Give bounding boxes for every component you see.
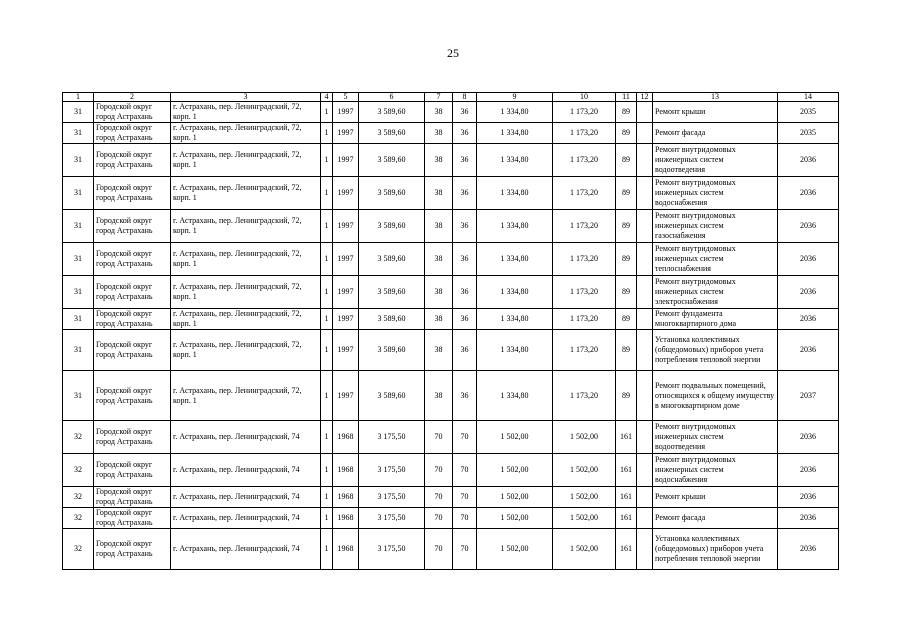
cell-area: 3 589,60: [359, 276, 425, 309]
cell-planned-year: 2035: [778, 123, 839, 144]
cell-area: 3 175,50: [359, 454, 425, 487]
cell-col-10: 1 173,20: [553, 144, 616, 177]
cell-col-11: 161: [616, 487, 637, 508]
cell-planned-year: 2036: [778, 529, 839, 570]
header-cell: 14: [778, 93, 839, 102]
cell-col-10: 1 173,20: [553, 123, 616, 144]
cell-col-12: [637, 123, 653, 144]
cell-planned-year: 2036: [778, 276, 839, 309]
cell-col-7: 38: [425, 102, 453, 123]
cell-address: г. Астрахань, пер. Ленинградский, 74: [171, 529, 321, 570]
cell-col-4: 1: [321, 421, 333, 454]
table-row: [63, 454, 839, 487]
cell-col-4: 1: [321, 123, 333, 144]
cell-col-8: 70: [453, 529, 477, 570]
cell-municipality: Городской округ город Астрахань: [94, 102, 171, 123]
cell-col-9: 1 334,80: [477, 123, 553, 144]
cell-col-9: 1 334,80: [477, 177, 553, 210]
cell-area: 3 175,50: [359, 487, 425, 508]
cell-col-8: 36: [453, 243, 477, 276]
cell-col-12: [637, 102, 653, 123]
cell-col-11: 161: [616, 454, 637, 487]
cell-col-12: [637, 454, 653, 487]
cell-address: г. Астрахань, пер. Ленинградский, 72, корп. 1: [171, 210, 321, 243]
cell-planned-year: 2036: [778, 309, 839, 330]
cell-municipality: Городской округ город Астрахань: [94, 330, 171, 371]
cell-area: 3 589,60: [359, 144, 425, 177]
cell-planned-year: 2037: [778, 371, 839, 421]
cell-item-number: 31: [63, 330, 94, 371]
cell-area: 3 589,60: [359, 210, 425, 243]
cell-address: г. Астрахань, пер. Ленинградский, 72, корп. 1: [171, 371, 321, 421]
cell-col-4: 1: [321, 371, 333, 421]
cell-address: г. Астрахань, пер. Ленинградский, 72, корп. 1: [171, 102, 321, 123]
cell-col-9: 1 502,00: [477, 487, 553, 508]
cell-col-7: 70: [425, 421, 453, 454]
cell-work-type: Ремонт подвальных помещений, относящихся к общему имуществу в многоквартирном доме: [653, 371, 778, 421]
table-row: [63, 330, 839, 371]
cell-col-12: [637, 529, 653, 570]
cell-area: 3 589,60: [359, 243, 425, 276]
cell-col-8: 70: [453, 508, 477, 529]
cell-item-number: 32: [63, 421, 94, 454]
cell-col-4: 1: [321, 454, 333, 487]
header-cell: 2: [94, 93, 171, 102]
cell-item-number: 31: [63, 276, 94, 309]
cell-year: 1997: [333, 309, 359, 330]
cell-item-number: 32: [63, 529, 94, 570]
cell-item-number: 31: [63, 177, 94, 210]
cell-col-11: 89: [616, 330, 637, 371]
cell-col-9: 1 502,00: [477, 454, 553, 487]
table-row: [63, 309, 839, 330]
cell-work-type: Ремонт внутридомовых инженерных систем водоснабжения: [653, 454, 778, 487]
cell-col-12: [637, 177, 653, 210]
cell-address: г. Астрахань, пер. Ленинградский, 72, корп. 1: [171, 177, 321, 210]
header-cell: 5: [333, 93, 359, 102]
cell-col-12: [637, 210, 653, 243]
cell-municipality: Городской округ город Астрахань: [94, 144, 171, 177]
cell-col-8: 36: [453, 309, 477, 330]
cell-col-4: 1: [321, 276, 333, 309]
cell-col-8: 36: [453, 123, 477, 144]
cell-planned-year: 2036: [778, 330, 839, 371]
table-row: [63, 243, 839, 276]
cell-col-11: 89: [616, 276, 637, 309]
cell-address: г. Астрахань, пер. Ленинградский, 72, корп. 1: [171, 144, 321, 177]
header-cell: 6: [359, 93, 425, 102]
cell-year: 1968: [333, 529, 359, 570]
cell-col-11: 89: [616, 210, 637, 243]
cell-area: 3 175,50: [359, 421, 425, 454]
cell-planned-year: 2036: [778, 177, 839, 210]
cell-item-number: 32: [63, 487, 94, 508]
cell-address: г. Астрахань, пер. Ленинградский, 72, корп. 1: [171, 330, 321, 371]
cell-municipality: Городской округ город Астрахань: [94, 508, 171, 529]
cell-col-4: 1: [321, 144, 333, 177]
cell-work-type: Ремонт внутридомовых инженерных систем газоснабжения: [653, 210, 778, 243]
cell-item-number: 31: [63, 144, 94, 177]
cell-col-9: 1 334,80: [477, 276, 553, 309]
cell-col-7: 38: [425, 144, 453, 177]
table-row: [63, 508, 839, 529]
cell-item-number: 31: [63, 102, 94, 123]
cell-col-10: 1 173,20: [553, 177, 616, 210]
cell-col-4: 1: [321, 309, 333, 330]
cell-work-type: Ремонт внутридомовых инженерных систем теплоснабжения: [653, 243, 778, 276]
cell-col-12: [637, 276, 653, 309]
cell-col-12: [637, 330, 653, 371]
cell-col-9: 1 502,00: [477, 508, 553, 529]
cell-planned-year: 2036: [778, 454, 839, 487]
cell-col-7: 38: [425, 330, 453, 371]
cell-col-7: 70: [425, 487, 453, 508]
table-row: [63, 421, 839, 454]
cell-col-10: 1 173,20: [553, 330, 616, 371]
cell-col-8: 70: [453, 454, 477, 487]
cell-planned-year: 2036: [778, 144, 839, 177]
cell-area: 3 589,60: [359, 330, 425, 371]
cell-col-8: 36: [453, 102, 477, 123]
cell-work-type: Ремонт крыши: [653, 487, 778, 508]
cell-year: 1968: [333, 454, 359, 487]
cell-year: 1997: [333, 144, 359, 177]
cell-col-8: 36: [453, 144, 477, 177]
cell-work-type: Ремонт внутридомовых инженерных систем электроснабжения: [653, 276, 778, 309]
header-row: [63, 93, 839, 102]
cell-col-10: 1 502,00: [553, 529, 616, 570]
cell-planned-year: 2036: [778, 487, 839, 508]
header-cell: 11: [616, 93, 637, 102]
cell-municipality: Городской округ город Астрахань: [94, 454, 171, 487]
cell-col-7: 38: [425, 123, 453, 144]
cell-col-12: [637, 309, 653, 330]
table-row: [63, 144, 839, 177]
cell-year: 1997: [333, 123, 359, 144]
table-row: [63, 276, 839, 309]
cell-col-8: 36: [453, 371, 477, 421]
table-row: [63, 123, 839, 144]
cell-work-type: Ремонт фасада: [653, 508, 778, 529]
cell-year: 1997: [333, 330, 359, 371]
cell-col-9: 1 334,80: [477, 144, 553, 177]
cell-col-12: [637, 487, 653, 508]
page-number: 25: [447, 46, 459, 60]
cell-area: 3 589,60: [359, 309, 425, 330]
cell-col-11: 89: [616, 123, 637, 144]
cell-col-7: 38: [425, 371, 453, 421]
cell-address: г. Астрахань, пер. Ленинградский, 72, корп. 1: [171, 309, 321, 330]
cell-address: г. Астрахань, пер. Ленинградский, 74: [171, 487, 321, 508]
cell-col-12: [637, 243, 653, 276]
header-cell: 8: [453, 93, 477, 102]
cell-municipality: Городской округ город Астрахань: [94, 529, 171, 570]
cell-address: г. Астрахань, пер. Ленинградский, 74: [171, 454, 321, 487]
cell-col-12: [637, 371, 653, 421]
cell-col-10: 1 502,00: [553, 421, 616, 454]
header-cell: 3: [171, 93, 321, 102]
cell-col-7: 70: [425, 529, 453, 570]
cell-col-8: 36: [453, 210, 477, 243]
cell-year: 1997: [333, 371, 359, 421]
cell-area: 3 589,60: [359, 102, 425, 123]
table-row: [63, 177, 839, 210]
cell-work-type: Ремонт фундамента многоквартирного дома: [653, 309, 778, 330]
header-cell: 9: [477, 93, 553, 102]
cell-municipality: Городской округ город Астрахань: [94, 210, 171, 243]
cell-year: 1968: [333, 487, 359, 508]
cell-col-8: 36: [453, 276, 477, 309]
cell-col-7: 38: [425, 276, 453, 309]
cell-municipality: Городской округ город Астрахань: [94, 371, 171, 421]
cell-col-9: 1 334,80: [477, 371, 553, 421]
cell-work-type: Ремонт фасада: [653, 123, 778, 144]
cell-planned-year: 2035: [778, 102, 839, 123]
repair-schedule-table: [62, 92, 839, 570]
cell-municipality: Городской округ город Астрахань: [94, 309, 171, 330]
cell-area: 3 589,60: [359, 123, 425, 144]
cell-address: г. Астрахань, пер. Ленинградский, 72, корп. 1: [171, 276, 321, 309]
cell-col-10: 1 173,20: [553, 210, 616, 243]
cell-col-10: 1 173,20: [553, 243, 616, 276]
cell-col-10: 1 173,20: [553, 276, 616, 309]
cell-work-type: Ремонт внутридомовых инженерных систем водоснабжения: [653, 177, 778, 210]
cell-municipality: Городской округ город Астрахань: [94, 177, 171, 210]
cell-municipality: Городской округ город Астрахань: [94, 243, 171, 276]
cell-work-type: Установка коллективных (общедомовых) приборов учета потребления тепловой энергии: [653, 529, 778, 570]
cell-item-number: 31: [63, 371, 94, 421]
cell-col-11: 161: [616, 421, 637, 454]
cell-col-11: 89: [616, 102, 637, 123]
cell-year: 1997: [333, 102, 359, 123]
header-cell: 7: [425, 93, 453, 102]
cell-area: 3 175,50: [359, 508, 425, 529]
cell-col-9: 1 334,80: [477, 210, 553, 243]
cell-work-type: Ремонт крыши: [653, 102, 778, 123]
cell-area: 3 175,50: [359, 529, 425, 570]
cell-address: г. Астрахань, пер. Ленинградский, 72, корп. 1: [171, 123, 321, 144]
header-cell: 1: [63, 93, 94, 102]
cell-work-type: Установка коллективных (общедомовых) приборов учета потребления тепловой энергии: [653, 330, 778, 371]
cell-work-type: Ремонт внутридомовых инженерных систем водоотведения: [653, 144, 778, 177]
table-row: [63, 487, 839, 508]
cell-item-number: 31: [63, 309, 94, 330]
cell-col-11: 89: [616, 177, 637, 210]
cell-col-10: 1 502,00: [553, 454, 616, 487]
cell-col-11: 89: [616, 309, 637, 330]
cell-col-9: 1 334,80: [477, 309, 553, 330]
cell-item-number: 31: [63, 243, 94, 276]
header-cell: 4: [321, 93, 333, 102]
cell-area: 3 589,60: [359, 177, 425, 210]
cell-area: 3 589,60: [359, 371, 425, 421]
cell-col-12: [637, 144, 653, 177]
cell-address: г. Астрахань, пер. Ленинградский, 74: [171, 508, 321, 529]
cell-col-4: 1: [321, 508, 333, 529]
cell-col-8: 36: [453, 177, 477, 210]
cell-col-11: 89: [616, 144, 637, 177]
cell-col-4: 1: [321, 102, 333, 123]
cell-col-11: 89: [616, 371, 637, 421]
cell-col-9: 1 334,80: [477, 102, 553, 123]
cell-col-12: [637, 508, 653, 529]
cell-col-9: 1 334,80: [477, 243, 553, 276]
cell-col-9: 1 502,00: [477, 421, 553, 454]
cell-col-4: 1: [321, 210, 333, 243]
cell-col-7: 38: [425, 177, 453, 210]
cell-col-9: 1 502,00: [477, 529, 553, 570]
cell-work-type: Ремонт внутридомовых инженерных систем водоотведения: [653, 421, 778, 454]
cell-col-11: 161: [616, 529, 637, 570]
cell-item-number: 31: [63, 123, 94, 144]
cell-col-11: 161: [616, 508, 637, 529]
cell-col-4: 1: [321, 330, 333, 371]
cell-col-11: 89: [616, 243, 637, 276]
cell-item-number: 32: [63, 508, 94, 529]
cell-planned-year: 2036: [778, 243, 839, 276]
cell-municipality: Городской округ город Астрахань: [94, 487, 171, 508]
cell-col-9: 1 334,80: [477, 330, 553, 371]
cell-col-7: 70: [425, 454, 453, 487]
header-cell: 12: [637, 93, 653, 102]
cell-col-10: 1 173,20: [553, 102, 616, 123]
header-cell: 13: [653, 93, 778, 102]
cell-municipality: Городской округ город Астрахань: [94, 123, 171, 144]
cell-col-7: 70: [425, 508, 453, 529]
cell-year: 1997: [333, 177, 359, 210]
cell-col-10: 1 502,00: [553, 487, 616, 508]
cell-item-number: 32: [63, 454, 94, 487]
cell-col-10: 1 173,20: [553, 309, 616, 330]
cell-planned-year: 2036: [778, 210, 839, 243]
header-cell: 10: [553, 93, 616, 102]
table-row: [63, 210, 839, 243]
cell-year: 1997: [333, 243, 359, 276]
cell-address: г. Астрахань, пер. Ленинградский, 74: [171, 421, 321, 454]
cell-col-10: 1 173,20: [553, 371, 616, 421]
table-row: [63, 529, 839, 570]
cell-col-4: 1: [321, 177, 333, 210]
cell-col-4: 1: [321, 243, 333, 276]
table-row: [63, 102, 839, 123]
cell-col-7: 38: [425, 210, 453, 243]
cell-col-4: 1: [321, 487, 333, 508]
cell-col-8: 36: [453, 330, 477, 371]
cell-municipality: Городской округ город Астрахань: [94, 421, 171, 454]
cell-item-number: 31: [63, 210, 94, 243]
cell-col-8: 70: [453, 487, 477, 508]
cell-address: г. Астрахань, пер. Ленинградский, 72, корп. 1: [171, 243, 321, 276]
cell-col-4: 1: [321, 529, 333, 570]
cell-year: 1968: [333, 508, 359, 529]
cell-planned-year: 2036: [778, 508, 839, 529]
cell-year: 1997: [333, 276, 359, 309]
cell-planned-year: 2036: [778, 421, 839, 454]
table-row: [63, 371, 839, 421]
cell-col-10: 1 502,00: [553, 508, 616, 529]
cell-col-7: 38: [425, 309, 453, 330]
cell-year: 1997: [333, 210, 359, 243]
cell-col-8: 70: [453, 421, 477, 454]
cell-year: 1968: [333, 421, 359, 454]
cell-col-7: 38: [425, 243, 453, 276]
cell-municipality: Городской округ город Астрахань: [94, 276, 171, 309]
cell-col-12: [637, 421, 653, 454]
